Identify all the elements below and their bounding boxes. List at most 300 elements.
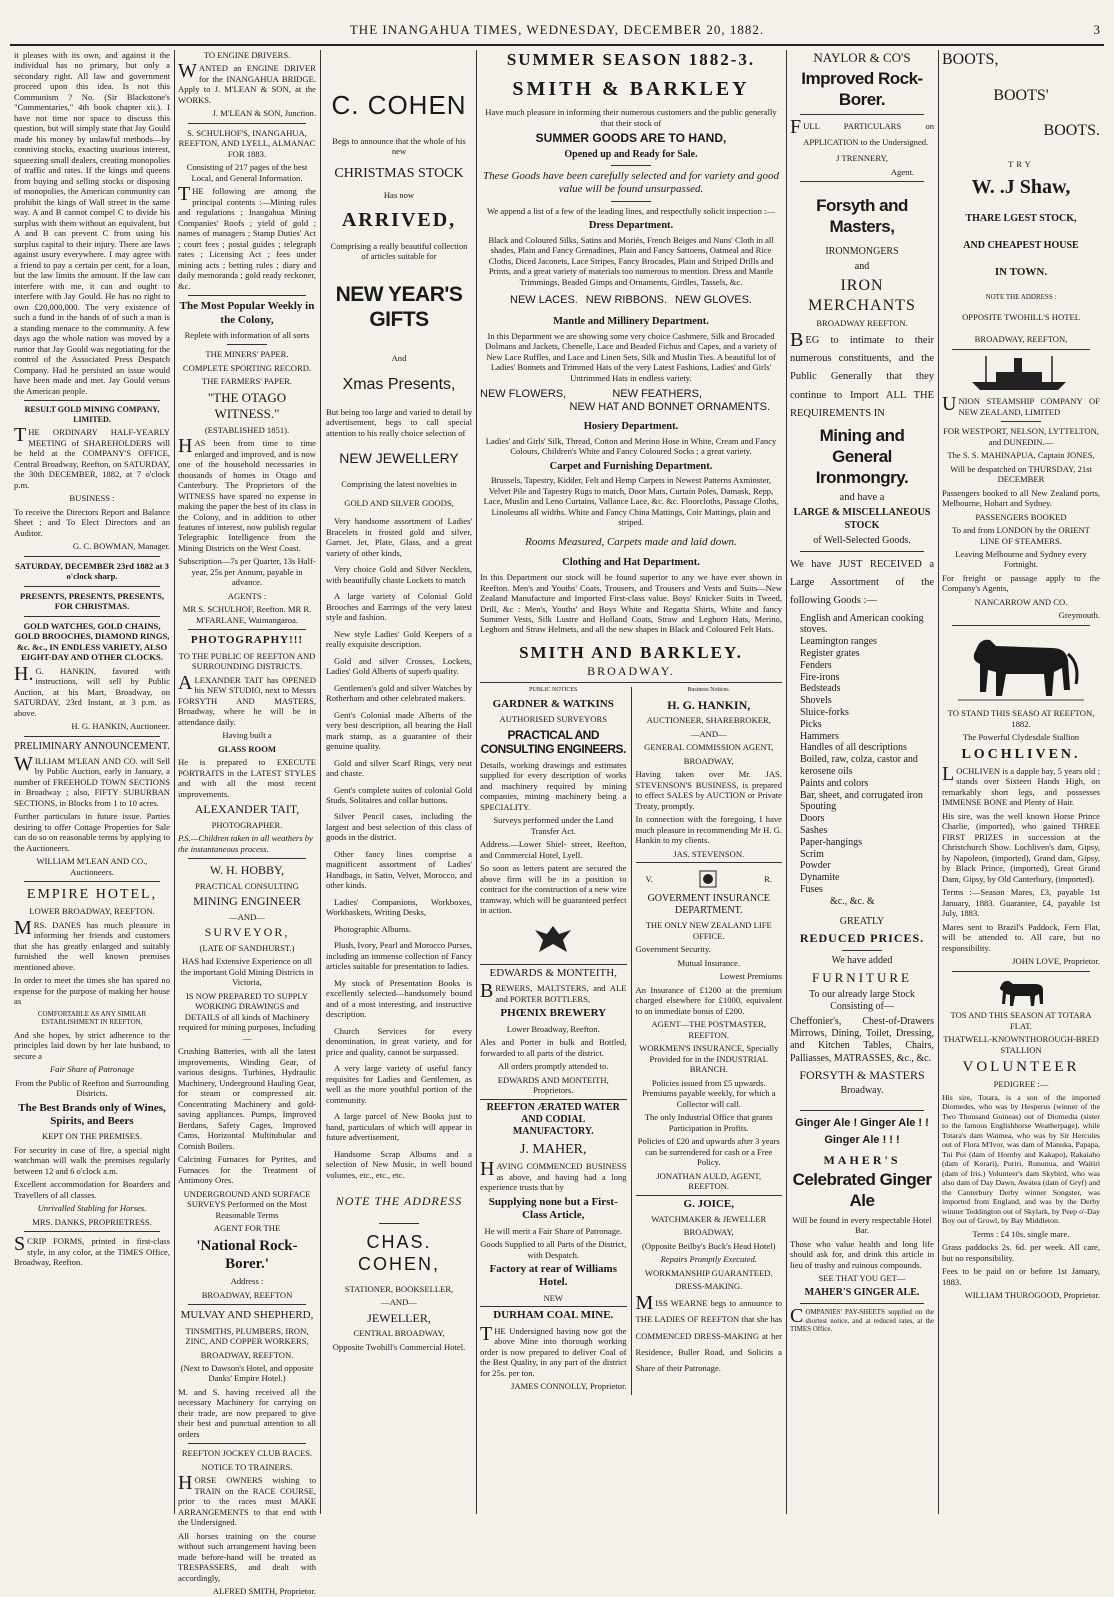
ad-title: NOTE THE ADDRESS (335, 1194, 463, 1208)
ad-title: BOOTS, (942, 51, 999, 68)
ad-text: AGENTS : (227, 590, 267, 601)
ad-title: FORSYTH & MASTERS (799, 1067, 925, 1082)
ad-title: PRESENTS, PRESENTS, PRESENTS, FOR CHRISTMAS. (20, 590, 164, 612)
ad-title: GARDNER & WATKINS (492, 697, 614, 710)
list-item: Fuses (800, 883, 823, 895)
ad-text: NOTE THE ADDRESS : (985, 293, 1057, 302)
ad-text: Mutual Insurance. (677, 957, 741, 968)
ad-text: SEE THAT YOU GET— (818, 1273, 906, 1284)
list-item: English and American cooking stoves. (800, 612, 924, 636)
section-heading: Dress Department. (588, 220, 674, 232)
ad-title: CHAS. COHEN, (357, 1231, 440, 1274)
ad-text: GOLD WATCHES, GOLD CHAINS, GOLD BROOCHES, DIAMOND RINGS, &c. &c., IN ENDLESS VARIETY, ALSO EIGHT-DAY AND OTHER CLOCKS. (14, 620, 170, 663)
ad-text: Begs to announce that the whole of his new (332, 135, 466, 157)
ad-body: He is prepared to EXECUTE PORTRAITS in the LATEST STYLES and with all the most recent improvements. (178, 757, 316, 799)
list-item: My stock of Presentation Books is excellently selected—handsomely bound and of a most interesting, and instructive description. (326, 977, 472, 1020)
list-item: New style Ladies' Gold Keepers of a really exquisite description. (326, 628, 472, 650)
ad-body: Ales and Porter in bulk and Bottled, forwarded to all parts of the district. (480, 1037, 627, 1058)
column-4 (480, 50, 782, 1514)
divider (636, 862, 783, 863)
ad-text: THE ONLY NEW ZEALAND LIFE OFFICE. (645, 920, 772, 941)
list-item: Picks (800, 718, 822, 730)
ad-body: In this Department our stock will be found superior to any we have ever shown in Reefton. Men's and Youths' Coats, Trousers, and Trousers and Vests and Suits—New Zealand Manufacture and Imported First-class value. Boys' Knicker Suits in Tweed, Drill, &c : Men's, Youths' and Boys White and Regatta Shirts, White and fancy Summer Vests, Silk Lustre and Holland Coats, Straw and Leghorn Hats, Merino, Leghorn and Straw Helmets, and all the new shapes in Black and Coloured Felt Hats. (480, 572, 782, 635)
ad-body: Crushing Batteries, with all the latest improvements, Winding Gear, of various designs. Turbines, Hydraulic Machinery, Underground Hauling Gear, for steam or compressed air. Concentrating Machinery and gold-saving appliances. Pumps, Improved Berdans, Safety Cages, Improved Cams, Horizontal Multitubular and Cornish Boilers. (178, 1046, 316, 1151)
ad-text: We append a list of a few of the leading lines, and respectfully solicit inspection :— (486, 205, 776, 216)
list-item: A large parcel of New Books just to hand, particulars of which will appear in future advertisement, (326, 1111, 472, 1143)
ad-text: GLASS ROOM (217, 743, 277, 754)
ad-signature: EDWARDS AND MONTEITH, Proprietors. (497, 1074, 609, 1096)
ad-signature: ALFRED SMITH, Proprietor. (212, 1586, 316, 1597)
ad-body: Black and Coloured Silks, Satins and Moriés, French Beiges and Nuns' Cloth in all shades, Plain and Fancy Grenadines, Plain and Fancy Sattoens, Oatmeal and Rice Cloths, Diced Jaconets, Lace Stripes, Fancy Brocades, Plain and Striped Drills and Prints, and a great variety of materials too numerous to mention. Dress and Mantle Trimmings, Beaded Gimps and Ornaments, Girdles, Tassels, &c. (488, 235, 774, 287)
ad-text: BROADWAY, REEFTON. (200, 1349, 294, 1360)
ad-body: In connection with the foregoing, I have much pleasure in recommending Mr H. G. Hankin to my clients. (635, 814, 782, 846)
ad-text: of Well-Selected Goods. (813, 534, 911, 546)
ad-text: AGENT—THE POSTMASTER, REEFTON. (651, 1019, 767, 1040)
ad-body: LOCHLIVEN is a dapple bay, 5 years old ; stands over Sixteen Hands High, on remarkably short legs, and possesses IMMENSE BONE and Plenty of Hair. (942, 762, 1100, 808)
ad-signature: JAMES CONNOLLY, Proprietor. (511, 1381, 627, 1392)
ad-text: PHOTOGRAPHER. (211, 819, 283, 830)
ad-body: Excellent accommodation for Boarders and Travellers of all classes. (14, 1179, 170, 1200)
horse-icon (942, 976, 1100, 1010)
ad-text: These Goods have been carefully selected and for variety and good value will be found unsurpassed. (483, 169, 779, 196)
ad-body: WANTED an ENGINE DRIVER for the INANGAHUA BRIDGE. Apply to J. M'LEAN & SON, at the WORKS. (178, 60, 316, 105)
ad-body: HAVING COMMENCED BUSINESS as above, and having had a long experience trusts that by (480, 1158, 627, 1193)
ad-text: —AND— (229, 911, 265, 922)
ad-text: The S. S. MAHINAPUA, Captain JONES, (947, 450, 1095, 461)
divider (188, 858, 306, 859)
ad-text: GREATLY (839, 915, 885, 927)
ad-text: THE MINERS' PAPER. (205, 349, 289, 360)
ad-title: H. G. HANKIN, (667, 697, 751, 712)
ad-body: WILLIAM M'LEAN AND CO. will Sell by Public Auction, early in January, a number of FREEHOLD TOWN SECTIONS in Broadway ; also, FIFTY SUBURBAN SECTIONS, in Blocks from 1 to 10 acres. (14, 752, 170, 808)
ad-title: "THE OTAGO WITNESS." (207, 389, 287, 421)
list-item: Bar, sheet, and corrugated iron (800, 789, 923, 801)
ad-text: —AND— (381, 1297, 417, 1308)
cohen-title: C. COHEN (331, 90, 467, 120)
ad-title: The Most Popular Weekly in the Colony, (179, 300, 315, 326)
list-item: Church Services for every denomination, in great variety, and for price and quality, cannot be surpassed. (326, 1025, 472, 1057)
divider (188, 629, 306, 630)
ad-text: OPPOSITE TWOHILL'S HOTEL (962, 311, 1080, 322)
ad-text: —AND— (690, 728, 727, 739)
list-item: Boiled, raw, colza, castor and kerosene oils (800, 754, 918, 777)
divider (24, 586, 160, 587)
ad-text: COMFORTABLE AS ANY SIMILAR ESTABLISHMENT IN REEFTON, (37, 1009, 147, 1027)
list-item: Sluice-forks (800, 706, 849, 718)
divider (480, 964, 627, 965)
ad-signature: JAS. STEVENSON. (673, 848, 745, 859)
ad-text: Will be despatched on THURSDAY, 21st DECEMBER (950, 463, 1092, 485)
ad-title: JEWELLER, (367, 1310, 431, 1325)
list-item: Dynamite (800, 872, 840, 884)
ad-text: NEW LACES. (510, 294, 578, 307)
ad-text: BROADWAY, REEFTON, (974, 334, 1068, 345)
ad-title: S. SCHULHOF'S, INANGAHUA, REEFTON, AND LYELL, ALMANAC FOR 1883. (178, 127, 316, 159)
ad-text: All orders promptly attended to. (497, 1061, 609, 1072)
ad-body: For security in case of fire, a special night watchman will walk the premises regularly between 12 and 6 o'clock a.m. (14, 1144, 170, 1176)
ad-text: BUSINESS : (69, 493, 115, 504)
list-item: Gent's Colonial made Alberts of the very best description, all bearing the Hall mark stamp, as a guarantee of their genuine quality. (326, 709, 472, 752)
divider (611, 201, 651, 202)
divider (188, 1304, 306, 1305)
ad-text: Leaving Melbourne and Sydney every Fortnight. (955, 549, 1087, 570)
ad-body: And she hopes, by strict adherence to the principles laid down by her late husband, to secure a (14, 1029, 170, 1061)
masthead-title: THE INANGAHUA TIMES, WEDNESDAY, DECEMBER 20, 1882. (349, 22, 765, 37)
ad-body: Details, working drawings and estimates supplied for every description of works and machinery required by mining companies, mining machinery being a SPECIALITY. (480, 759, 627, 812)
ad-text: and (854, 260, 870, 272)
ad-text: IS NOW PREPARED TO SUPPLY WORKING DRAWINGS and DETAILS of all kinds of Machinery required for mining purposes, Including— (178, 990, 316, 1043)
ad-text: THATWELL-KNOWNTHOROUGH-BRED STALLION (943, 1034, 1099, 1055)
ad-title: EDWARDS & MONTEITH, (489, 967, 617, 980)
ad-text: DRESS-MAKING. (675, 1281, 743, 1292)
ad-text: To and from LONDON by the ORIENT LINE OF STEAMERS. (952, 525, 1090, 546)
ad-title: The Best Brands only of Wines, Spirits, and Beers (18, 1101, 166, 1127)
ad-body: SCRIP FORMS, printed in first-class style, in any color, at the TIMES Office, Broadway, Reefton. (14, 1233, 170, 1268)
ad-body: Passengers booked to all New Zealand ports, Melbourne, Hobart and Sydney. (942, 487, 1100, 509)
section-heading: Carpet and Furnishing Department. (549, 460, 713, 472)
ad-body: HAS been from time to time enlarged and improved, and is now one of the household necessaries in thousands of homes in Otago and Canterbury. The Proprietors of the WITNESS have spared no expense in making the paper the best of its class in the Colony, and in addition to other features of interest, now publish regular Telegraphic Intelligence from the Mining Districts on the West Coast. (178, 435, 316, 553)
divider (636, 1195, 783, 1196)
list-item: Hammers (800, 730, 839, 742)
ad-text: NEW RIBBONS. (585, 294, 668, 307)
ad-signature: JOHN LOVE, Proprietor. (1012, 956, 1100, 967)
ad-title: J. MAHER, (519, 1142, 587, 1158)
divider (379, 1223, 419, 1224)
list-item: A large variety of Colonial Gold Brooches and Earrings of the very latest style and fashion. (326, 591, 472, 623)
ad-title: SMITH & BARKLEY (512, 77, 750, 100)
ad-text: Policies of £20 and upwards after 3 years can be surrendered for cash or a Free Policy. (637, 1136, 780, 1168)
ad-title: SUMMER GOODS ARE TO HAND, (535, 131, 727, 146)
list-item: Paints and colors (800, 777, 869, 789)
eagle-icon (480, 922, 627, 958)
ad-body: FULL PARTICULARS on APPLICATION to the Undersigned. (790, 116, 934, 147)
ad-text: Comprising the latest novelties in (341, 479, 457, 490)
ad-body: We have JUST RECEIVED a Large Assortment of the following Goods :— (790, 559, 934, 606)
ad-body: M. and S. having received all the necessary Machinery for carrying on their trade, are now prepared to give their best and punctual attention to all orders (178, 1386, 316, 1439)
divider (800, 114, 924, 115)
ad-text: Government Security. (635, 944, 711, 955)
column-rule (476, 50, 477, 1514)
ad-signature: MRS. DANKS, PROPRIETRESS. (32, 1216, 152, 1227)
ad-signature: WILLIAM THUROGOOD, Proprietor. (964, 1290, 1100, 1301)
ad-title: Celebrated Ginger Ale (792, 1170, 932, 1211)
ad-body: In this Department we are showing some very choice Cashmere, Silk and Brocaded Dolmans and Jackets, Chenelle, Lace and Beaded Fichus and Capes, and a variety of New Lace Ruffles, and Lace and Linen Sets, Silk and Muslin Ties. A beautiful lot of Ladies' Bonnets and Trimmed Hats of the very Latest Fashions, Ladies' and Girls' Untrimmed Hats in endless variety. (485, 330, 777, 383)
steamship-icon (942, 354, 1100, 396)
ad-title: W. H. HOBBY, (209, 863, 285, 878)
ad-body: Further particulars in future issue. Parties desiring to offer Cottage Properties for Sale can do so on reasonable terms by applying to the Auctioneers. (14, 811, 170, 853)
ad-title: GOLD AND SILVER GOODS, (344, 497, 454, 508)
divider (227, 344, 267, 345)
ad-title: BOOTS' (993, 86, 1049, 104)
ad-text: He will merit a Fair Share of Patronage. (484, 1225, 622, 1236)
list-item: Shovels (800, 695, 832, 707)
divider (24, 881, 160, 882)
ad-text: (Next to Dawson's Hotel, and opposite Danks' Empire Hotel.) (180, 1363, 314, 1384)
ad-title: REEFTON ÆRATED WATER AND CODIAL MANUFACTORY. (486, 1101, 620, 1138)
ad-body: Having taken over Mr. JAS. STEVENSON'S BUSINESS, is prepared to effect SALES by AUCTION or Private Treaty, promptly. (635, 769, 782, 811)
list-item: Very handsome assortment of Ladies' Bracelets in frosted gold and silver, Garnet. Jet, Plate, Glass, and a great variety of other kinds, (326, 516, 472, 558)
ad-text: FOR WESTPORT, NELSON, LYTTELTON, and DUNEDIN.— (943, 426, 1099, 447)
ad-title: REEFTON JOCKEY CLUB RACES. (181, 1448, 313, 1459)
ad-body: Calcining Furnaces for Pyrites, and Furnaces for the Treatment of Antimony Ores. (178, 1154, 316, 1186)
public-notices (480, 687, 632, 1394)
ad-text: TO THE PUBLIC OF REEFTON AND SURROUNDING DISTRICTS. (178, 650, 316, 672)
ad-text: Broadway. (840, 1085, 884, 1097)
page-number: 3 (1093, 22, 1100, 37)
ad-body: HORSE OWNERS wishing to TRAIN on the RACE COURSE, prior to the races must MAKE ARRANGEMENTS to that end with the Undersigned. (178, 1472, 316, 1528)
ad-text: PASSENGERS BOOKED (975, 511, 1067, 522)
ad-body: All horses training on the course without such arrangement having been made before-hand will be treated as TRESPASSERS, and dealt with accordingly, (178, 1530, 316, 1583)
ad-body: For freight or passage apply to the Company's Agents, (942, 572, 1100, 594)
ad-text: NANCARROW AND CO. (974, 596, 1068, 607)
ad-text: Greymouth. (1058, 610, 1100, 621)
ad-body: Surveys performed under the Land Transfer Act. (493, 815, 614, 836)
list-item: Doors (800, 813, 825, 825)
ad-text: TO STAND THIS SEASO AT REEFTON, 1882. (947, 708, 1095, 729)
ad-text: UNDERGROUND AND SURFACE SURVEYS Performed on the Most Reasonable Terms (183, 1188, 311, 1220)
ad-text: J TRENNERY, (836, 153, 888, 164)
divider (24, 400, 160, 401)
ad-body: Fees to be paid on or before 1st January, 1883. (942, 1266, 1100, 1287)
divider (952, 625, 1090, 626)
ad-title: BOOTS. (1043, 122, 1100, 140)
ad-body: Terms :—Season Mares, £3, payable 1st January, 1883. Guarantee, £4, payable 1st July, 1883. (942, 887, 1100, 919)
list-item: Leamington ranges (800, 636, 877, 648)
ad-text: TRY (1008, 158, 1034, 169)
ad-text: From the Public of Reefton and Surrounding Districts. (15, 1077, 169, 1099)
ad-text: Lowest Premiums (719, 971, 782, 982)
ad-body: H.G. HANKIN, favored with instructions, will sell by Public Auction, at his Mart, Broadway, on SATURDAY, 23rd Instant, at 3 p.m. as above. (14, 662, 170, 718)
goods-list (790, 613, 934, 896)
list-item: Paper-hangings (800, 836, 863, 848)
ad-title: PHOTOGRAPHY!!! (190, 634, 304, 647)
ad-text: Opposite Twohill's Commercial Hotel. (332, 1341, 466, 1352)
divider (480, 1099, 627, 1100)
ad-body: THE following are among the principal contents :—Mining rules and regulations ; Inangahua Mining Companies' Roofs ; yield of gold ; names of managers ; Stamp Duties' Act ; court fees ; postal guides ; telegraph rates ; Licensing Act ; fees under mining acts ; betting rules ; diary and daily memoranda ; gold ready reckoner, &c. (178, 183, 316, 291)
list-item: Handles of all descriptions (800, 742, 907, 754)
ad-text: Lower Broadway, Reefton. (506, 1023, 600, 1034)
ad-body: In order to meet the times she has spared no expense for the purpose of making her house as (14, 975, 170, 1007)
ad-title: PRELIMINARY ANNOUNCEMENT. (14, 740, 170, 752)
list-item: Ladies' Companions, Workboxes, Workbaskets, Writing Desks, (326, 896, 472, 918)
ad-text: PEDIGREE :— (993, 1079, 1049, 1090)
ad-body: BEG to intimate to their numerous constituents, and the Public Generally that they continue to Import ALL THE REQUIREMENTS IN (790, 328, 934, 420)
ad-text: WORKMANSHIP GUARANTEED. (644, 1267, 773, 1278)
ad-text: AGENT FOR THE (213, 1223, 281, 1234)
ad-text: NEW HAT AND BONNET ORNAMENTS. (569, 401, 770, 414)
list-item: Handsome Scrap Albums and a selection of New Music, in well bound volumes, etc., etc., etc. (326, 1148, 472, 1180)
ad-text: Has now (383, 189, 415, 200)
list-item: Gent's complete suites of colonial Gold Studs, Solitaires and collar buttons. (326, 784, 472, 805)
ad-text: WORKMEN'S INSURANCE, Specially Provided for in the INDUSTRIAL BRANCH. (639, 1043, 779, 1075)
ad-title: IRON MERCHANTS (808, 277, 916, 314)
ad-text: Business Notices. (687, 687, 731, 694)
ad-text: TINSMITHS, PLUMBERS, IRON, ZINC, AND COPPER WORKERS, (185, 1325, 309, 1347)
list-item: Very choice Gold and Silver Necklets, with beautifully chaste Lockets to match (326, 564, 472, 585)
ad-text: Rooms Measured, Carpets made and laid down. (525, 535, 737, 548)
list-item: Fire-irons (800, 671, 840, 683)
ad-title: Factory at rear of Williams Hotel. (489, 1263, 617, 1289)
ad-title: MAHER'S (823, 1152, 901, 1167)
divider (188, 1443, 306, 1444)
item-list (326, 516, 472, 1180)
ad-title: LARGE & MISCELLANEOUS STOCK (793, 507, 931, 531)
column-rule (174, 50, 175, 1514)
ad-text: TOS AND THIS SEASON AT TOTARA FLAT. (950, 1010, 1092, 1031)
ad-title: NEW JEWELLERY (339, 450, 459, 467)
ad-text: WATCHMAKER & JEWELLER (651, 1213, 767, 1224)
ad-text: (ESTABLISHED 1851). (204, 424, 290, 435)
ad-text: THARE LGEST STOCK, (965, 213, 1077, 225)
ad-text: (LATE OF SANDHURST.) (199, 942, 295, 953)
ad-title: Improved Rock-Borer. (801, 68, 923, 109)
ad-title: MULVAY AND SHEPHERD, (180, 1309, 314, 1322)
ad-title: GOVERMENT INSURANCE DEPARTMENT. (647, 893, 770, 917)
list-item: Gentlemen's gold and silver Watches by Rotherham and other celebrated makers. (326, 682, 472, 704)
ad-text: Policies issued from £5 upwards. Premiums payable weekly, for which a Collector will call. (641, 1077, 776, 1109)
ad-text: BROADWAY REEFTON. (816, 318, 908, 329)
ad-text: &c., &c. & (830, 895, 875, 907)
ad-signature: WILLIAM M'LEAN AND CO., Auctioneers. (36, 856, 148, 877)
list-item: Bedsteads (800, 683, 841, 695)
ad-signature: JONATHAN AULD, AGENT, REEFTON. (656, 1170, 762, 1192)
ad-text: Having built a (222, 730, 272, 741)
ad-title: MAHER'S GINGER ALE. (804, 1286, 920, 1298)
ad-text: P.S.—Children taken in all weathers by the instantaneous process. (178, 833, 313, 854)
two-column-notices (480, 687, 782, 1394)
ad-title: Supplying none but a First-Class Article, (488, 1195, 618, 1222)
ad-title: Forsyth and Masters, (816, 196, 908, 236)
ad-text: Will be found in every respectable Hotel Bar. (792, 1214, 932, 1236)
list-item: Fenders (800, 659, 832, 671)
ad-text: BROADWAY, REEFTON (201, 1289, 293, 1300)
ad-text: and have a (839, 491, 885, 503)
divider (24, 736, 160, 737)
ad-text: IN TOWN. (994, 265, 1048, 278)
ad-title: PHŒNIX BREWERY (500, 1007, 607, 1020)
divider (800, 551, 924, 552)
column-rule (320, 50, 321, 1514)
ad-text: IRONMONGERS (825, 245, 899, 257)
ad-text: KEPT ON THE PREMISES. (42, 1131, 142, 1142)
divider (952, 971, 1090, 972)
ad-text: THE FARMERS' PAPER. (201, 376, 293, 387)
ad-body: An Insurance of £1200 at the premium charged elsewhere for £1000, equivalent to an immediate bonus of £200. (635, 984, 782, 1016)
ad-body: His sire, Totara, is a son of the imported Diomedes, who was by Hesperus (winner of the Two Thousand Guineas) out of Diomedia (sister to the famous Englishhorse Weatherpage), while Totara's dam Waimea, who was by Sir Hercules out of Flora M'Ivor, was dam of Manuka, Papapa, Tui Poi (dam of Hornby and Kakapo), Rakaiaho (dam of Korari), Puriri, Rununua, and Waitiri (dam of Iris.) Volunteer's dam Skybird, who was also dam of Day Dawn, Awatea (dam of Gryf) and the Canterbury Derby winner Songster, was imported from England, and was by the Derby winner Teddington out of Skylark, by Peep o'-Day Boy out of Growl, by Bay Middleton. (942, 1092, 1100, 1226)
ad-title: W. .J Shaw, (971, 176, 1071, 199)
laces-row (480, 290, 782, 311)
ad-title: VOLUNTEER (962, 1059, 1080, 1076)
ad-text: GENERAL COMMISSION AGENT, (644, 742, 774, 753)
list-item: Register grates (800, 647, 860, 659)
ad-text: AUTHORISED SURVEYORS (499, 714, 607, 725)
ad-body: ALEXANDER TAIT has OPENED his NEW STUDIO, next to Messrs FORSYTH AND MASTERS, Broadway, where he will be in attendance daily. (178, 671, 316, 727)
ad-text: To our already large Stock Consisting of— (809, 988, 915, 1012)
divider (800, 181, 924, 182)
flowers-block (480, 386, 782, 417)
ad-text: LOWER BROADWAY, REEFTON. (29, 906, 155, 917)
list-item: Silver Pencil cases, including the largest and best selection of this class of goods in the district. (326, 811, 472, 843)
ad-body: Address.—Lower Shiel- street, Reefton, and Commercial Hotel, Lyell. (480, 839, 627, 860)
ad-text: AND CHEAPEST HOUSE (963, 239, 1079, 251)
ad-title: SUMMER SEASON 1882-3. (506, 50, 756, 69)
ad-text: NOTICE TO TRAINERS. (201, 1461, 293, 1472)
ad-text: Consisting of 217 pages of the best Local, and General Information. (186, 162, 308, 183)
ad-text: R. (764, 873, 772, 884)
ad-title: TO ENGINE DRIVERS. (203, 50, 291, 60)
ad-title: Ginger Ale ! Ginger Ale ! ! Ginger Ale ! ! ! (795, 1116, 929, 1147)
ad-text: Goods Supplied to all Parts of the District, with Despatch. (480, 1239, 627, 1260)
ad-text: PUBLIC NOTICES (529, 687, 578, 694)
divider (1001, 421, 1041, 422)
column-2 (178, 50, 316, 1597)
divider (480, 1306, 627, 1307)
ad-text: COMPLETE SPORTING RECORD. (182, 362, 312, 373)
ad-body: COMPANIES' PAY-SHEETS supplied on the shortest notice, and at reduced rates, at the TIMES Office. (790, 1305, 934, 1334)
ad-body: Grass paddocks 2s. 6d. per week. All care, but no responsibility. (942, 1242, 1100, 1263)
ad-text: STATIONER, BOOKSELLER, (344, 1283, 454, 1294)
ad-title: NEW YEAR'S GIFTS (335, 282, 463, 332)
ad-title: EMPIRE HOTEL, (26, 887, 158, 903)
ad-text: HAS had Extensive Experience on all the important Gold Mining Districts in Victoria, (180, 956, 314, 988)
crest-icon (697, 869, 719, 889)
ad-text: The Powerful Clydesdale Stallion (962, 732, 1080, 743)
divider (611, 165, 651, 166)
ad-title: RESULT GOLD MINING COMPANY, LIMITED. (24, 404, 160, 424)
list-item: Scrim (800, 848, 824, 860)
ad-text: Have much pleasure in informing their numerous customers and the public generally that their stock of (485, 107, 777, 128)
ad-signature: H. G. HANKIN, Auctioneer. (71, 721, 170, 732)
column-rule (786, 50, 787, 1514)
ad-text: Replete with information of all sorts (184, 329, 310, 340)
ad-title: REDUCED PRICES. (799, 931, 925, 946)
ad-body: MISS WEARNE begs to announce to THE LADIES OF REEFTON that she has COMMENCED DRESS-MAKING at her Residence, Buller Road, and Solicits a Share of their Patronage. (635, 1291, 782, 1374)
ad-body: But being too large and varied to detail by advertisement, begs to call special attention to his really choice selection of (326, 406, 472, 438)
ad-text: NEW (543, 1292, 564, 1303)
divider (188, 123, 306, 124)
ad-text: NEW GLOVES. (674, 294, 752, 307)
list-item: Sashes (800, 824, 828, 836)
ad-text: AUCTIONEER, SHAREBROKER, (646, 715, 771, 726)
divider (24, 556, 160, 557)
ad-text: (Opposite Beilby's Buck's Head Hotel) (642, 1240, 776, 1251)
divider (800, 1303, 924, 1304)
ad-signature: G. C. BOWMAN, Manager. (72, 541, 170, 552)
ad-text: The only Industrial Office that grants Participation in Profits. (644, 1112, 773, 1133)
ad-text: Unrivalled Stabling for Horses. (37, 1203, 147, 1214)
ad-body: BREWERS, MALTSTERS, and ALE and PORTER BOTTLERS, (480, 980, 627, 1004)
ad-text: To receive the Directors Report and Balance Sheet ; and To Elect Directors and an Auditor. (14, 506, 170, 538)
ad-body: Brussels, Tapestry, Kidder, Felt and Hemp Carpets in Newest Patterns Axminster, Velvet Pile and Tapestry Rugs to match, Door Mats, Curtain Poles, Damask, Repp, Lace, Muslin and Leno Curtains, Vallance Lace, &c. &c. Floorcloths, Passage Cloths, Linoleums all widths. White and Fancy China Mattings, Coir Mattings, plain and striped. (483, 475, 779, 528)
divider (842, 950, 882, 951)
ad-title: LOCHLIVEN. (961, 746, 1081, 762)
ad-body: THE ORDINARY HALF-YEARLY MEETING of SHAREHOLDERS will be held at the COMPANY'S OFFICE, Central Broadway, Reefton, on SATURDAY, the 30th DECEMBER, 1882, at 7 o'clock p.m. (14, 424, 170, 490)
ad-body: MRS. DANES has much pleasure in informing her friends and customers that she has greatly enlarged and suitably furnished the well known premises mentioned above. (14, 916, 170, 972)
column-5 (790, 50, 934, 1514)
ad-signature: J. M'LEAN & SON, Junction. (212, 108, 316, 119)
ad-title: ARRIVED, (341, 209, 457, 232)
divider (952, 349, 1090, 350)
ad-body: Ladies' and Girls' Silk, Thread, Cotton and Merino Hose in White, Cream and Fancy Colours, Children's White and Fancy Coloured Socks ; a great variety. (485, 435, 777, 457)
horse-icon (942, 630, 1100, 708)
divider (480, 682, 782, 683)
column-3 (326, 50, 472, 1514)
ad-text: BROADWAY, (683, 1227, 734, 1238)
ad-title: ALEXANDER TAIT, (194, 802, 300, 817)
vr-crest (636, 865, 783, 893)
ad-title: 'National Rock-Borer.' (196, 1237, 298, 1272)
section-heading: Clothing and Hat Department. (562, 557, 700, 569)
